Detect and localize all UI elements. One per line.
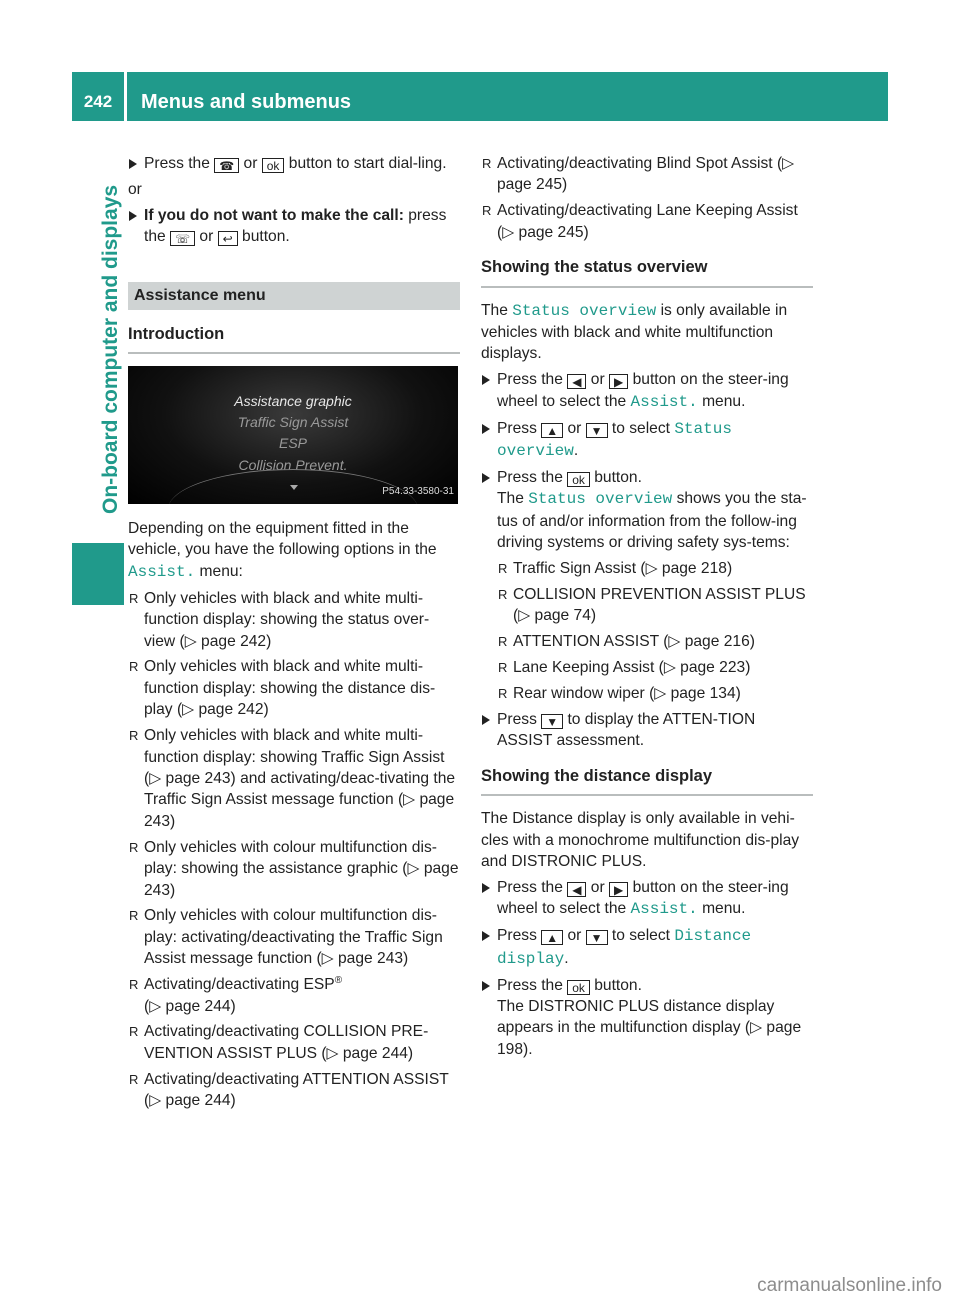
step-display-attention-assist: Press ▼ to display the ATTEN-TION ASSIST assessment. [481,709,813,752]
step-select-status-overview: Press ▲ or ▼ to select Status overview. [481,418,813,463]
status-overview-heading: Showing the status overview [481,257,813,287]
list-item: R Rear window wiper (▷ page 134) [497,683,813,704]
right-key-icon: ▶ [609,374,628,389]
list-item: R ATTENTION ASSIST (▷ page 216) [497,631,813,652]
header-separator [124,72,127,121]
bullet-icon: R [498,586,508,602]
step-press-ok-distance: Press the ok button. The DISTRONIC PLUS distance display appears in the multifunction display (▷ page 198). [481,975,813,1061]
down-key-icon: ▼ [586,423,608,438]
bullet-icon: R [129,590,139,606]
left-key-icon: ◀ [567,882,586,897]
list-item: R Traffic Sign Assist (▷ page 218) [497,558,813,579]
left-key-icon: ◀ [567,374,586,389]
screen-line: ESP [278,435,307,452]
image-code: P54.33-3580-31 [382,485,454,497]
step-press-ok-status: Press the ok button. The Status overview shows you the sta-tus of and/or information from the follow-ing driving systems or driving safety sys-tems: [481,467,813,554]
bullet-icon: R [129,1024,139,1040]
bullet-icon: R [482,156,492,171]
bullet-icon: R [498,660,508,676]
bullet-icon: R [129,977,139,993]
list-item: R COLLISION PREVENTION ASSIST PLUS (▷ page 74) [498,585,806,625]
page-number: 242 [83,92,113,111]
ok-key: ok [262,158,285,173]
bullet-icon: R [498,561,508,576]
bullet-icon: R [129,728,139,744]
footer-watermark: carmanualsonline.info [757,1274,942,1296]
side-tab-block [72,543,124,605]
screen-line: Collision Prevent. [238,457,348,474]
left-column [128,153,460,1116]
list-item: R Activating/deactivating Lane Keeping Assist (▷ page 245) [482,202,798,241]
bullet-icon: R [482,203,492,219]
step-select-assist-menu: Press the ◀ or ▶ button on the steer-ing wheel to select the Assist. menu. [481,369,813,413]
side-tab-label: On-board computer and displays [99,184,122,514]
up-key-icon: ▲ [541,423,563,438]
step-start-dialling: Press the ☎ or ok button to start dial-ling. [128,153,460,174]
list-item: R Only vehicles with black and white multi-function display: showing the status over-view (▷ page 242) [129,589,430,650]
back-key-icon: ↩ [218,231,238,246]
step-select-distance-display: Press ▲ or ▼ to select Distance display. [481,925,813,970]
screen-scroll-icon [290,485,298,490]
list-item: R Only vehicles with colour multifunction dis-play: activating/deactivating the Traffic Sign Assist message function (▷ page 243) [129,907,443,968]
step-cancel-call: If you do not want to make the call: press the ☏ or ↩ button. [128,205,460,248]
up-key-icon: ▲ [541,930,563,945]
bullet-icon: R [129,839,139,855]
screen-line: Assistance graphic [234,393,352,410]
bullet-icon: R [129,908,139,924]
step-arrow-icon [482,375,490,385]
list-item: R Only vehicles with colour multifunction dis-play: showing the assistance graphic (▷ page 243) [129,838,459,899]
ok-key: ok [567,472,590,487]
step-select-assist-menu-distance: Press the ◀ or ▶ button on the steer-ing wheel to select the Assist. menu. [481,877,813,921]
list-item: R Activating/deactivating ATTENTION ASSIST (▷ page 244) [129,1070,449,1110]
page-title: Menus and submenus [141,91,352,113]
hang-up-icon: ☏ [170,231,195,246]
list-item: R Activating/deactivating COLLISION PRE-VENTION ASSIST PLUS (▷ page 244) [129,1023,429,1062]
bullet-icon: R [498,634,508,650]
down-key-icon: ▼ [586,930,608,945]
right-column [481,153,813,1065]
phone-icon: ☎ [214,158,239,173]
distance-paragraph: The Distance display is only available in vehi-cles with a monochrome multifunction dis-play and DISTRONIC PLUS. [481,810,800,870]
bullet-icon: R [129,659,139,675]
bullet-icon: R [129,1071,139,1087]
step-arrow-icon [482,424,490,434]
distance-display-heading: Showing the distance display [481,766,813,796]
list-item: R Activating/deactivating Blind Spot Assist (▷ page 245) [482,155,795,194]
step-arrow-icon [482,473,490,483]
step-arrow-icon [482,883,490,893]
step-arrow-icon [482,981,490,991]
list-item: R Only vehicles with black and white multi-function display: showing the distance dis-play (▷ page 242) [129,658,436,719]
step-arrow-icon [482,931,490,941]
list-item: R Activating/deactivating ESP® (▷ page 244) [129,974,343,1015]
step-arrow-icon [482,715,490,725]
step-arrow-icon [129,159,137,169]
right-key-icon: ▶ [609,882,628,897]
list-item: R Lane Keeping Assist (▷ page 223) [497,657,813,678]
list-item: R Only vehicles with black and white multi-function display: showing Traffic Sign Assist (▷ page 243) and activating/deac-tivating the Traffic Sign Assist message function (▷ page 243) [129,727,456,830]
assistance-menu-screen-image [128,366,458,504]
ok-key: ok [567,980,590,995]
step-arrow-icon [129,211,137,221]
or-text: or [128,180,142,198]
introduction-heading: Introduction [128,324,460,354]
intro-paragraph: Depending on the equipment fitted in the vehicle, you have the following options in the Assist. menu: [128,520,437,581]
bullet-icon: R [498,686,508,702]
down-key-icon: ▼ [541,714,563,729]
screen-line: Traffic Sign Assist [237,414,349,431]
status-paragraph: The Status overview is only available in vehicles with black and white multifunction displays. [481,301,788,363]
assistance-menu-heading: Assistance menu [128,282,460,310]
